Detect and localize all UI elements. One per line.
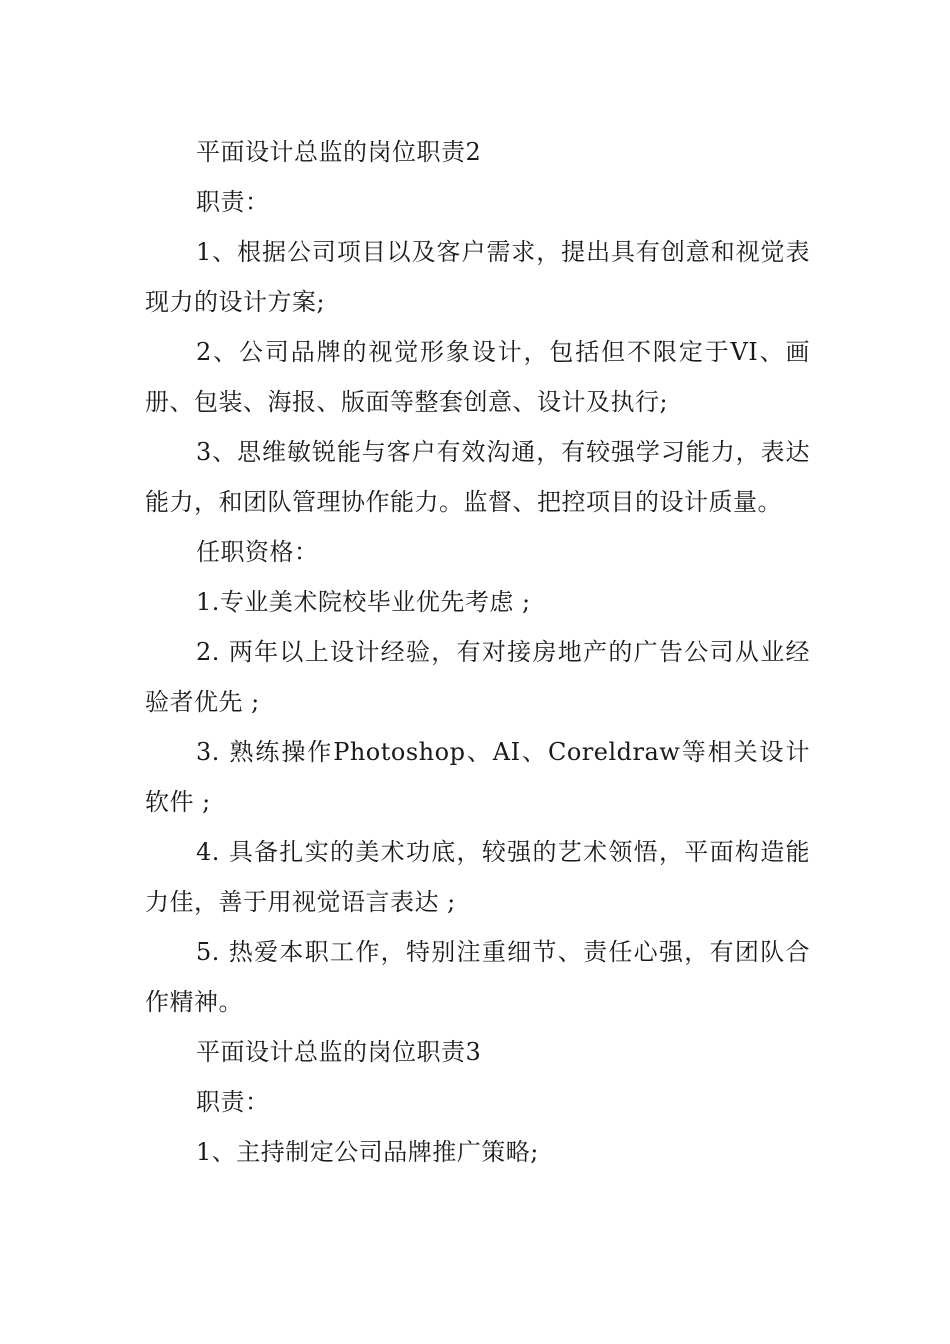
paragraph: 5. 热爱本职工作，特别注重细节、责任心强，有团队合作精神。 [145,938,810,1016]
paragraph: 2、公司品牌的视觉形象设计，包括但不限定于VI、画册、包装、海报、版面等整套创意、设计及执行; [145,338,810,416]
paragraph: 3. 熟练操作Photoshop、AI、Coreldraw等相关设计软件 ; [145,738,810,816]
paragraph: 3、思维敏锐能与客户有效沟通，有较强学习能力，表达能力，和团队管理协作能力。监督、把控项目的设计质量。 [145,438,810,516]
subsection-label: 职责： [196,1088,270,1116]
subsection-label: 任职资格： [196,538,319,566]
paragraph: 2. 两年以上设计经验，有对接房地产的广告公司从业经验者优先 ; [145,638,810,716]
document-body [145,127,810,1177]
paragraph: 4. 具备扎实的美术功底，较强的艺术领悟，平面构造能力佳，善于用视觉语言表达 ; [145,838,810,916]
subsection-label: 职责： [196,188,270,216]
paragraph: 1、主持制定公司品牌推广策略; [196,1138,539,1166]
paragraph: 1.专业美术院校毕业优先考虑 ; [196,588,531,616]
paragraph: 1、根据公司项目以及客户需求，提出具有创意和视觉表现力的设计方案; [145,238,810,316]
section-heading: 平面设计总监的岗位职责3 [196,1038,482,1066]
section-heading: 平面设计总监的岗位职责2 [196,138,482,166]
